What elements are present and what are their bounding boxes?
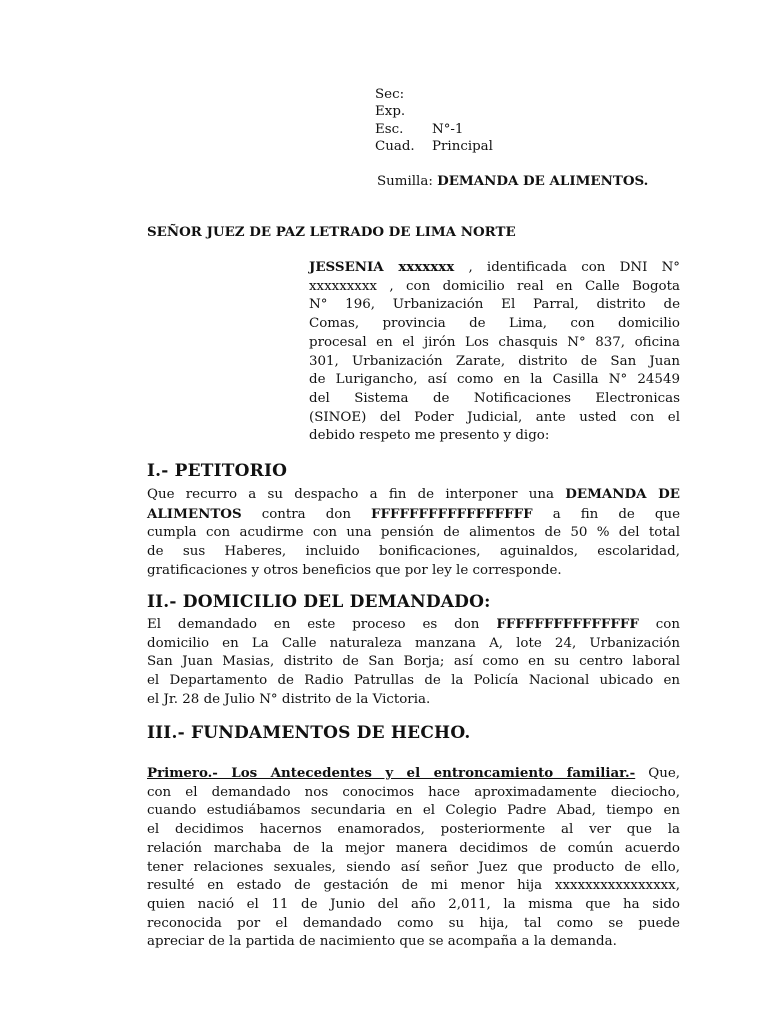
section-title-petitorio: I.- PETITORIO [147,461,288,481]
petitorio-paragraph: Que recurro a su despacho a fin de interponer una DEMANDA DE ALIMENTOS contra don FFFFFFFFFFFFFFFFF a fin de que cumpla con acudirme con una pensión de alimentos de 50 % del total de sus Haberes, incluido bonificaciones, aguinaldos, escolaridad, gratificaciones y otros beneficios que por ley le corresponde. [147,486,681,578]
primero-subheading: Primero.- Los Antecedentes y el entroncamiento familiar.- [147,765,636,781]
sumilla-label: Sumilla: [377,174,433,189]
case-header [375,86,493,155]
cuad-line: Cuad. Principal [375,138,493,154]
sumilla [377,173,648,189]
domicilio-paragraph: El demandado en este proceso es don FFFFFFFFFFFFFFF con domicilio en La Calle naturaleza manzana A, lote 24, Urbanización San Juan Masias, distrito de San Borja; así como en su centro laboral el Departamento de Radio Patrullas de la Policía Nacional ubicado en el Jr. 28 de Julio N° distrito de la Victoria. [147,616,680,707]
intro-paragraph: JESSENIA xxxxxxx , identificada con DNI N° xxxxxxxxx , con domicilio real en Calle Bogota N° 196, Urbanización El Parral, distrito de Comas, provincia de Lima, con domicilio procesal en el jirón Los chasquis N° 837, oficina 301, Urbanización Zarate, distrito de San Juan de Lurigancho, así como en la Casilla N° 24549 del Sistema de Notificaciones Electronicas (SINOE) del Poder Judicial, ante usted con el debido respeto me presento y digo: [309,259,681,444]
esc-line: Esc. N°-1 [375,121,464,137]
sumilla-value: DEMANDA DE ALIMENTOS. [437,173,649,189]
section-title-domicilio: II.- DOMICILIO DEL DEMANDADO: [147,592,491,612]
exp-line: Exp. [375,104,406,120]
addressee: SEÑOR JUEZ DE PAZ LETRADO DE LIMA NORTE [147,224,516,240]
fundamentos-paragraph: Primero.- Los Antecedentes y el entroncamiento familiar.- Que, con el demandado nos conocimos hace aproximadamente dieciocho, cuando estudiábamos secundaria en el Colegio Padre Abad, tiempo en el decidimos hacernos enamorados, posteriormente al ver que la relación marchaba de la mejor manera decidimos de común acuerdo tener relaciones sexuales, siendo así señor Juez que producto de ello, resulté en estado de gestación de mi menor hija xxxxxxxxxxxxxxxx, quien nació el 11 de Junio del año 2,011, la misma que ha sido reconocida por el demandado como su hija, tal como se puede apreciar de la partida de nacimiento que se acompaña a la demanda. [147,765,680,950]
section-title-fundamentos: III.- FUNDAMENTOS DE HECHO. [147,723,471,743]
sec-line: Sec: [375,87,405,102]
plaintiff-name: JESSENIA xxxxxxx [309,259,455,275]
